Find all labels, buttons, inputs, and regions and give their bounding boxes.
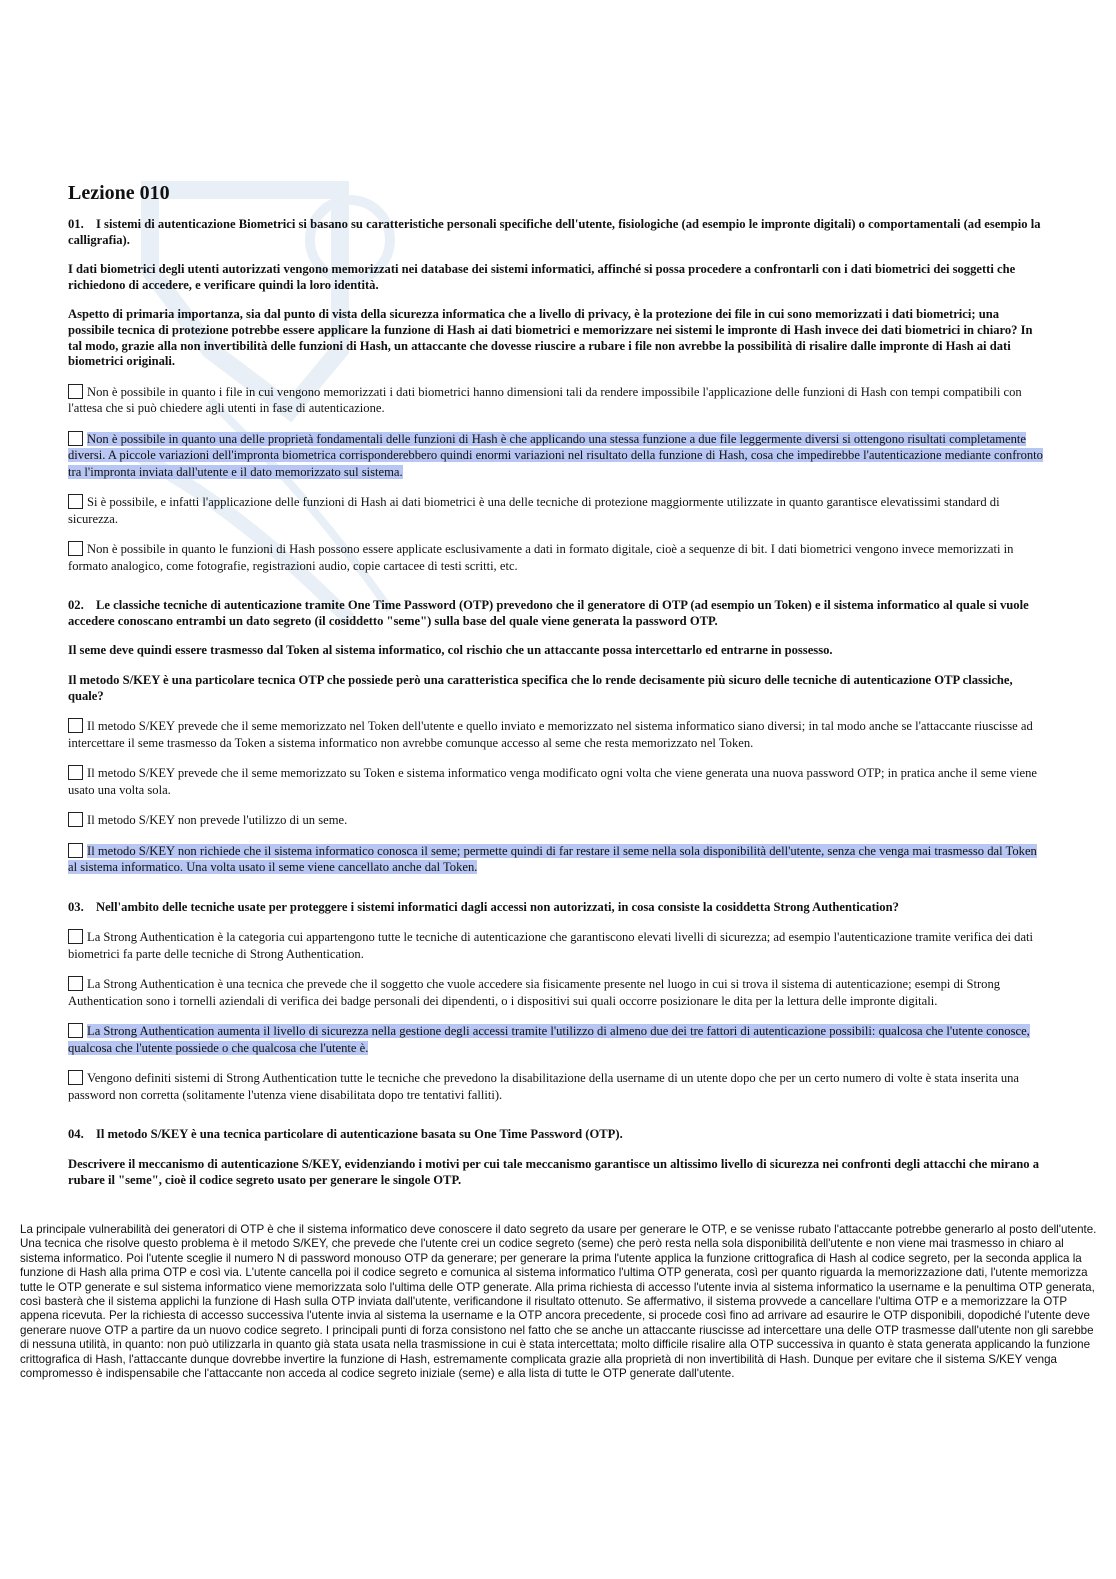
question-04 xyxy=(68,1127,1043,1188)
question-number: 01. xyxy=(68,217,84,231)
answer-option[interactable] xyxy=(68,494,1043,527)
question-paragraph: Le classiche tecniche di autenticazione tramite One Time Password (OTP) prevedono che il generatore di OTP (ad esempio un Token) e il sistema informatico al quale si vuole accedere conoscano entrambi un dato segreto (il cosiddetto "seme") sulla base del quale viene generata la password OTP. xyxy=(68,598,1029,628)
option-label: Non è possibile in quanto le funzioni di Hash possono essere applicate esclusivamente a dati in formato digitale, cioè a sequenze di bit. I dati biometrici vengono invece memorizzati in formato analogico, come fotografie, registrazioni audio, copie cartacee di testi scritti, etc. xyxy=(68,542,1014,573)
question-paragraph: Il seme deve quindi essere trasmesso dal Token al sistema informatico, col rischio che un attaccante possa intercettarlo ed entrarne in possesso. xyxy=(68,643,833,658)
question-number: 02. xyxy=(68,598,84,613)
question-03 xyxy=(68,900,1043,1104)
answer-option[interactable] xyxy=(68,765,1043,798)
answer-option-highlighted[interactable] xyxy=(68,1023,1043,1056)
question-text xyxy=(68,217,1043,248)
question-paragraph: Il metodo S/KEY è una tecnica particolare di autenticazione basata su One Time Password (OTP). xyxy=(96,1127,623,1142)
answer-option[interactable] xyxy=(68,812,1043,829)
option-label: Il metodo S/KEY non prevede l'utilizzo di un seme. xyxy=(87,813,348,828)
answer-option[interactable] xyxy=(68,718,1043,751)
option-label: Il metodo S/KEY prevede che il seme memorizzato su Token e sistema informatico venga modificato ogni volta che viene generata una nuova password OTP; in pratica anche il seme viene usato una volta sola. xyxy=(68,766,1037,797)
option-label: Il metodo S/KEY prevede che il seme memorizzato nel Token dell'utente e quello inviato e memorizzato nel sistema informatico siano diversi; in tal modo anche se l'attaccante riuscisse ad intercettare il seme trasmesso da Token a sistema informatico non avrebbe comunque accesso al seme che resta memorizzato nel Token. xyxy=(68,719,1033,750)
option-label: La Strong Authentication è la categoria cui appartengono tutte le tecniche di autenticazione che garantiscono elevati livelli di sicurezza; ad esempio l'autenticazione tramite verifica dei dati biometrici fa parte delle tecniche di Strong Authentication. xyxy=(68,930,1034,961)
question-paragraph: Il metodo S/KEY è una particolare tecnica OTP che possiede però una caratteristica specifica che lo rende decisamente più sicuro delle tecniche di autenticazione OTP classiche, quale? xyxy=(68,673,1013,703)
answer-text: La principale vulnerabilità dei generatori di OTP è che il sistema informatico deve conoscere il dato segreto da usare per generare le OTP, e se venisse rubato l'attaccante potrebbe generarlo al posto dell'utente. Una tecnica che risolve questo problema è il metodo S/KEY, che prevede che l'utente crei un codice segreto (seme) che però resta nella sola disponibilità dell'utente e non viene mai trasmesso in chiaro al sistema informatico. Poi l'utente sceglie il numero N di password monouso OTP da generare; per generare la prima l'utente applica la funzione crittografica di Hash al codice segreto, per la seconda applica la funzione di Hash alla prima OTP e così via. L'utente cancella poi il codice segreto e comunica al sistema informatico l'ultima OTP generata, così per quanto riguarda la memorizzazione dati, l'utente memorizza tutte le OTP generate e sul sistema informatico viene memorizzata solo l'ultima delle OTP generate. Alla prima richiesta di accesso l'utente invia al sistema informatico la username e la penultima OTP generata, così basterà che il sistema applichi la funzione di Hash sulla OTP inviata dall'utente, verificandone il risultato ottenuto. Se affermativo, il sistema provvede a cancellare l'ultima OTP e a memorizzare la OTP appena ricevuta. Per la richiesta di accesso successiva l'utente invia al sistema la username e la OTP ancora precedente, si procede così fino ad arrivare ad esaurire le OTP disponibili, dopodiché l'utente deve generare nuove OTP a partire da un nuovo codice segreto. I principali punti di forza consistono nel fatto che se anche un attaccante riuscisse ad intercettare una delle OTP trasmesse dall'utente non gli sarebbe di nessuna utilità, in quanto: non può utilizzarla in quanto già stata usata nella trasmissione in cui è stata intercettata; molto difficile risalire alla OTP successiva in quanto è stata generata applicando la funzione crittografica di Hash, l'attaccante dunque dovrebbe invertire la funzione di Hash, estremamente complicata grazie alla proprietà di non invertibilità di Hash. Dunque per evitare che il sistema S/KEY venga compromesso è indispensabile che l'attaccante non acceda al codice segreto iniziale (seme) e alla lista di tutte le OTP generate dall'utente. xyxy=(20,1223,1097,1381)
answer-option[interactable] xyxy=(68,929,1043,962)
question-text xyxy=(68,900,1043,916)
option-checkbox[interactable] xyxy=(68,812,83,827)
answer-option[interactable] xyxy=(68,1070,1043,1103)
page-content xyxy=(68,182,1043,1212)
answer-option-highlighted[interactable] xyxy=(68,843,1043,876)
question-01 xyxy=(68,217,1043,574)
option-checkbox[interactable] xyxy=(68,929,83,944)
page-title: Lezione 010 xyxy=(68,182,170,204)
answer-option[interactable] xyxy=(68,541,1043,574)
option-checkbox[interactable] xyxy=(68,718,83,733)
option-label: Il metodo S/KEY non richiede che il sistema informatico conosca il seme; permette quindi di far restare il seme nella sola disponibilità dell'utente, senza che venga mai trasmesso dal Token al sistema informatico. Una volta usato il seme viene cancellato anche dal Token. xyxy=(68,843,1037,875)
question-paragraph: Nell'ambito delle tecniche usate per proteggere i sistemi informatici dagli accessi non autorizzati, in cosa consiste la cosiddetta Strong Authentication? xyxy=(96,899,899,914)
question-paragraph: Descrivere il meccanismo di autenticazione S/KEY, evidenziando i motivi per cui tale meccanismo garantisce un altissimo livello di sicurezza nei confronti degli attacchi che mirano a rubare il "seme", cioè il codice segreto usato per generare le singole OTP. xyxy=(68,1156,1040,1187)
option-label: La Strong Authentication aumenta il livello di sicurezza nella gestione degli accessi tramite l'utilizzo di almeno due dei tre fattori di autenticazione possibili: qualcosa che l'utente conosce, qualcosa che l'utente possiede o che qualcosa che l'utente è. xyxy=(68,1024,1030,1055)
question-number: 04. xyxy=(68,1127,84,1142)
option-label: Non è possibile in quanto una delle proprietà fondamentali delle funzioni di Hash è che applicando una stessa funzione a due file leggermente diversi si ottengono risultati completamente diversi. A piccole variazioni dell'impronta biometrica corrisponderebbero quindi enormi variazioni nel risultato della funzione di Hash, cosa che impedirebbe l'autenticazione mediante confronto tra l'impronta inviata dall'utente e il dato memorizzato sul sistema. xyxy=(68,431,1043,479)
question-number: 03. xyxy=(68,899,84,914)
option-label: Si è possibile, e infatti l'applicazione delle funzioni di Hash ai dati biometrici è una delle tecniche di protezione maggiormente utilizzate in quanto garantisce elevatissimi standard di sicurezza. xyxy=(68,495,1000,526)
question-text xyxy=(68,1127,1043,1143)
question-paragraph: Aspetto di primaria importanza, sia dal punto di vista della sicurezza informatica che a livello di privacy, è la protezione dei file in cui sono memorizzati i dati biometrici; una possibile tecnica di protezione potrebbe essere applicare la funzione di Hash ai dati biometrici e memorizzare nei sistemi le impronte di Hash invece dei dati biometrici in chiaro? In tal modo, grazie alla non invertibilità delle funzioni di Hash, un attaccante che dovesse riuscire a rubare i file non avrebbe la possibilità di risalire dalle impronte di Hash ai dati biometrici originali. xyxy=(68,307,1033,369)
option-checkbox[interactable] xyxy=(68,976,83,991)
option-checkbox[interactable] xyxy=(68,765,83,780)
option-label: Non è possibile in quanto i file in cui vengono memorizzati i dati biometrici hanno dimensioni tali da rendere impossibile l'applicazione delle funzioni di Hash con tempi compatibili con l'attesa che si può chiedere agli utenti in fase di autenticazione. xyxy=(68,384,1022,416)
option-checkbox[interactable] xyxy=(68,541,83,556)
option-checkbox[interactable] xyxy=(68,843,83,858)
question-paragraph: I sistemi di autenticazione Biometrici si basano su caratteristiche personali specifiche dell'utente, fisiologiche (ad esempio le impronte digitali) o comportamentali (ad esempio la calligrafia). xyxy=(68,217,1041,247)
question-02 xyxy=(68,598,1043,875)
option-label: La Strong Authentication è una tecnica che prevede che il soggetto che vuole accedere sia fisicamente presente nel luogo in cui si trova il sistema di autenticazione; esempi di Strong Authentication sono i tornelli aziendali di verifica dei badge personali dei dipendenti, o i dispositivi sui quali occorre posizionare le dita per la lettura delle impronte digitali. xyxy=(68,977,1001,1008)
answer-option[interactable] xyxy=(68,976,1043,1009)
option-checkbox[interactable] xyxy=(68,1023,83,1038)
option-label: Vengono definiti sistemi di Strong Authentication tutte le tecniche che prevedono la disabilitazione della username di un utente dopo che per un certo numero di volte è stata inserita una password non corretta (solitamente l'utenza viene disabilitata dopo tre tentativi falliti). xyxy=(68,1071,1020,1102)
question-paragraph: I dati biometrici degli utenti autorizzati vengono memorizzati nei database dei sistemi informatici, affinché si possa procedere a confrontarli con i dati biometrici dei soggetti che richiedono di accedere, e verificare quindi la loro identità. xyxy=(68,262,1016,292)
option-checkbox[interactable] xyxy=(68,431,83,446)
option-checkbox[interactable] xyxy=(68,1070,83,1085)
option-checkbox[interactable] xyxy=(68,384,83,399)
question-text xyxy=(68,598,1043,629)
answer-option-highlighted[interactable] xyxy=(68,431,1043,481)
option-checkbox[interactable] xyxy=(68,494,83,509)
answer-option[interactable] xyxy=(68,384,1043,417)
